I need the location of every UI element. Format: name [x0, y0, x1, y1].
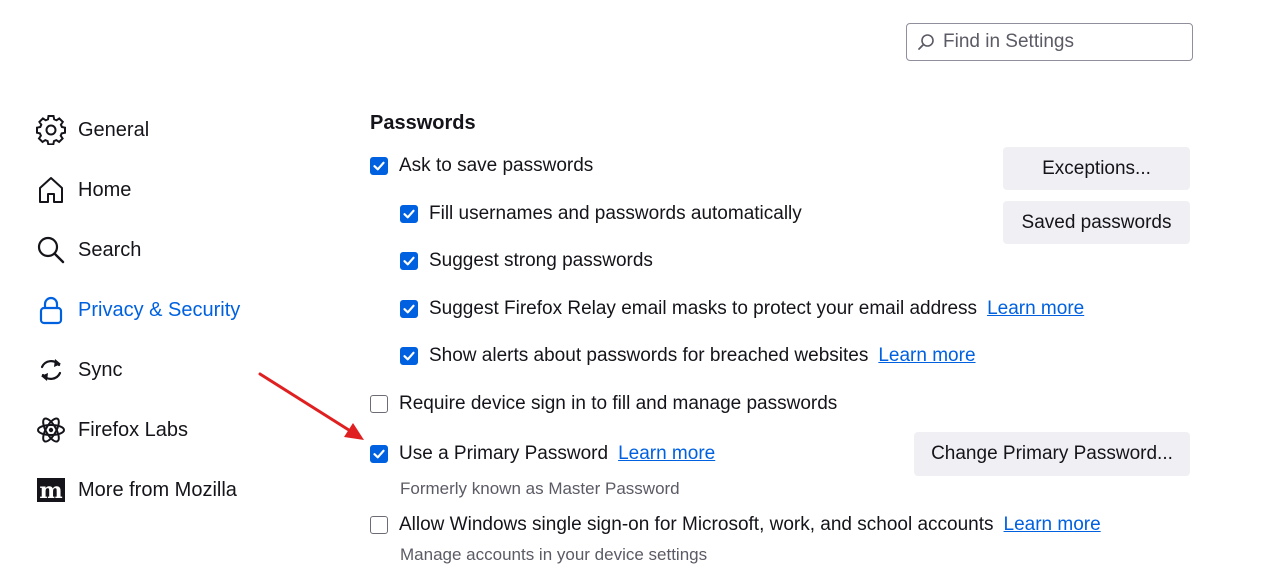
exceptions-button[interactable]: Exceptions... [1003, 147, 1190, 190]
gear-icon [36, 115, 66, 145]
change-primary-password-button[interactable]: Change Primary Password... [914, 432, 1190, 476]
sidebar-item-label: Firefox Labs [78, 418, 189, 441]
sidebar-item-sync[interactable] [36, 340, 240, 400]
option-primary-password [370, 443, 715, 465]
option-device-sign-in [370, 393, 837, 415]
learn-more-link[interactable]: Learn more [618, 443, 716, 464]
learn-more-link[interactable]: Learn more [1003, 514, 1101, 535]
option-autofill [400, 203, 802, 225]
learn-more-link[interactable]: Learn more [987, 298, 1085, 319]
sidebar-item-more-from-mozilla[interactable] [36, 460, 240, 520]
sidebar-item-general[interactable] [36, 100, 240, 160]
sidebar-item-label: Home [78, 178, 132, 201]
sidebar-item-search[interactable] [36, 220, 240, 280]
labs-icon [36, 415, 66, 445]
option-breach-alerts [400, 345, 976, 367]
learn-more-link[interactable]: Learn more [878, 345, 976, 366]
svg-text:m: m [39, 478, 63, 504]
search-icon [36, 235, 66, 265]
search-icon [917, 33, 935, 51]
home-icon [36, 175, 66, 205]
checkbox[interactable] [370, 157, 388, 175]
sidebar-item-firefox-labs[interactable] [36, 400, 240, 460]
option-label: Show alerts about passwords for breached websites [429, 345, 869, 366]
checkbox[interactable] [400, 252, 418, 270]
search-input[interactable] [941, 30, 1185, 54]
sidebar-item-home[interactable] [36, 160, 240, 220]
checkbox[interactable] [370, 516, 388, 534]
search-field[interactable] [906, 23, 1193, 61]
option-suggest-strong [400, 250, 653, 272]
sidebar-item-label: Search [78, 238, 142, 261]
section-title-passwords: Passwords [370, 112, 476, 134]
checkbox[interactable] [400, 347, 418, 365]
option-label: Suggest Firefox Relay email masks to protect your email address [429, 298, 978, 319]
checkbox[interactable] [370, 395, 388, 413]
checkbox[interactable] [370, 445, 388, 463]
option-sublabel: Formerly known as Master Password [400, 479, 680, 498]
sidebar-item-privacy-security[interactable] [36, 280, 240, 340]
sidebar-item-label: General [78, 118, 150, 141]
option-label: Require device sign in to fill and manage passwords [399, 393, 838, 414]
option-label: Use a Primary Password [399, 443, 609, 464]
option-ask-to-save [370, 155, 593, 177]
option-windows-sso [370, 514, 1101, 536]
checkbox[interactable] [400, 300, 418, 318]
option-sublabel: Manage accounts in your device settings [400, 545, 708, 564]
option-relay-masks [400, 298, 1084, 320]
mozilla-logo-icon [36, 475, 66, 505]
sidebar-item-label: Sync [78, 358, 123, 381]
sidebar-item-label: Privacy & Security [78, 298, 241, 321]
lock-icon [36, 295, 66, 325]
checkbox[interactable] [400, 205, 418, 223]
saved-passwords-button[interactable]: Saved passwords [1003, 201, 1190, 244]
option-label: Fill usernames and passwords automatically [429, 203, 802, 224]
sync-icon [36, 355, 66, 385]
option-label: Ask to save passwords [399, 155, 594, 176]
sidebar-nav [36, 100, 240, 520]
option-label: Suggest strong passwords [429, 250, 653, 271]
sidebar-item-label: More from Mozilla [78, 478, 237, 501]
option-label: Allow Windows single sign-on for Microsoft, work, and school accounts [399, 514, 994, 535]
